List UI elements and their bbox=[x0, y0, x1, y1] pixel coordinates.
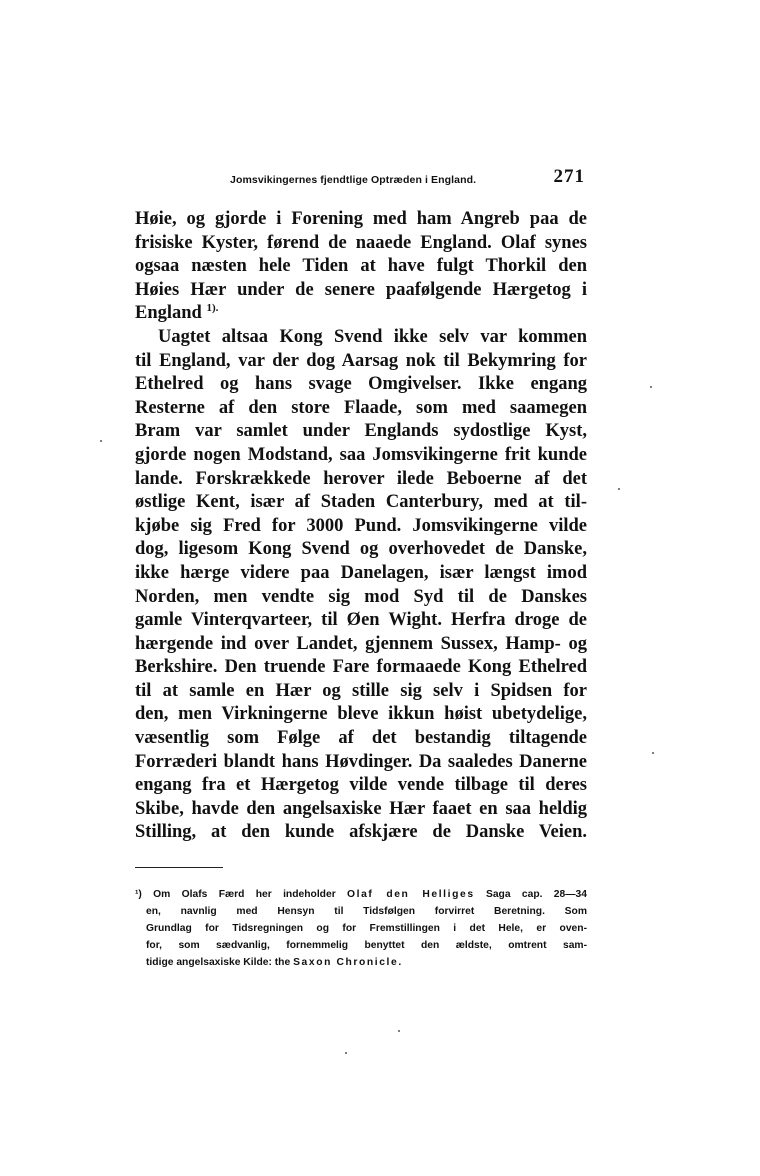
text-line: Norden, men vendte sig mod Syd til de Danskes bbox=[135, 586, 587, 607]
text-line: gamle Vinterqvarteer, til Øen Wight. Herfra droge de bbox=[135, 610, 587, 631]
footnote-text: Saga cap. 28—34 bbox=[474, 889, 587, 900]
footnote-line: for, som sædvanlig, fornemmelig benyttet den ældste, omtrent sam- bbox=[146, 940, 587, 952]
text-line: kjøbe sig Fred for 3000 Pund. Jomsvikingerne vilde bbox=[135, 515, 587, 536]
text-line: Bram var samlet under Englands sydostlige Kyst, bbox=[135, 421, 587, 442]
footnote bbox=[135, 886, 587, 971]
footnote-divider bbox=[135, 867, 223, 868]
text-line: lande. Forskrækkede herover ilede Beboerne af det bbox=[135, 468, 587, 489]
text-line: engang fra et Hærgetog vilde vende tilbage til deres bbox=[135, 775, 587, 796]
text-line bbox=[135, 302, 587, 326]
scan-speck bbox=[650, 386, 652, 388]
footnote-line: en, navnlig med Hensyn til Tidsfølgen forvirret Beretning. Som bbox=[146, 906, 587, 918]
text-line: østlige Kent, især af Staden Canterbury, med at til- bbox=[135, 492, 587, 513]
text-line: Berkshire. Den truende Fare formaaede Kong Ethelred bbox=[135, 657, 587, 678]
text-line: til at samle en Hær og stille sig selv i Spidsen for bbox=[135, 680, 587, 701]
text-line: ikke hærge videre paa Danelagen, især længst imod bbox=[135, 562, 587, 583]
footnote-reference: 1). bbox=[206, 302, 219, 315]
footnote-marker: ¹) bbox=[135, 889, 142, 900]
text-line: Høie, og gjorde i Forening med ham Angreb paa de bbox=[135, 209, 587, 229]
text-line-content: England bbox=[135, 303, 202, 324]
scan-speck bbox=[100, 440, 102, 442]
body-text bbox=[135, 208, 587, 845]
footnote-text: tidige angelsaxiske Kilde: the bbox=[146, 957, 294, 969]
text-line: hærgende ind over Landet, gjennem Sussex, Hamp- og bbox=[135, 633, 587, 654]
scan-speck bbox=[345, 1052, 347, 1054]
text-line: frisiske Kyster, førend de naaede England. Olaf synes bbox=[135, 232, 587, 253]
text-line: den, men Virkningerne bleve ikkun høist ubetydelige, bbox=[135, 704, 587, 725]
text-line: Ethelred og hans svage Omgivelser. Ikke engang bbox=[135, 374, 587, 395]
text-line: Stilling, at den kunde afskjære de Danske Veien. bbox=[135, 822, 587, 843]
text-line: Uagtet altsaa Kong Svend ikke selv var kommen bbox=[158, 326, 587, 347]
scan-speck bbox=[398, 1030, 400, 1032]
scan-speck bbox=[618, 488, 620, 490]
footnote-title-ref: Olaf den Helliges bbox=[347, 889, 475, 900]
text-line: Skibe, havde den angelsaxiske Hær faaet en saa heldig bbox=[135, 798, 587, 819]
footnote-line bbox=[135, 954, 587, 971]
text-line: gjorde nogen Modstand, saa Jomsvikingerne frit kunde bbox=[135, 444, 587, 465]
text-line: væsentlig som Følge af det bestandig tiltagende bbox=[135, 728, 587, 749]
footnote-source-title: Saxon Chronicle bbox=[293, 957, 399, 969]
scan-speck bbox=[652, 752, 654, 754]
footnote-text: . bbox=[398, 957, 402, 969]
footnote-text: Om Olafs Færd her indeholder bbox=[153, 889, 348, 900]
footnote-line: Grundlag for Tidsregningen og for Fremstillingen i det Hele, er oven- bbox=[146, 923, 587, 935]
page-number: 271 bbox=[553, 166, 585, 187]
text-line: til England, var der dog Aarsag nok til Bekymring for bbox=[135, 350, 587, 371]
running-header bbox=[135, 166, 595, 196]
text-line: Resterne af den store Flaade, som med saamegen bbox=[135, 397, 587, 418]
footnote-line bbox=[135, 886, 587, 903]
text-line: Høies Hær under de senere paafølgende Hærgetog i bbox=[135, 279, 587, 300]
text-line: Forræderi blandt hans Høvdinger. Da saaledes Danerne bbox=[135, 751, 587, 772]
text-line: dog, ligesom Kong Svend og overhovedet de Danske, bbox=[135, 539, 587, 560]
running-title: Jomsvikingernes fjendtlige Optræden i England. bbox=[230, 174, 477, 186]
text-line: ogsaa næsten hele Tiden at have fulgt Thorkil den bbox=[135, 256, 587, 277]
